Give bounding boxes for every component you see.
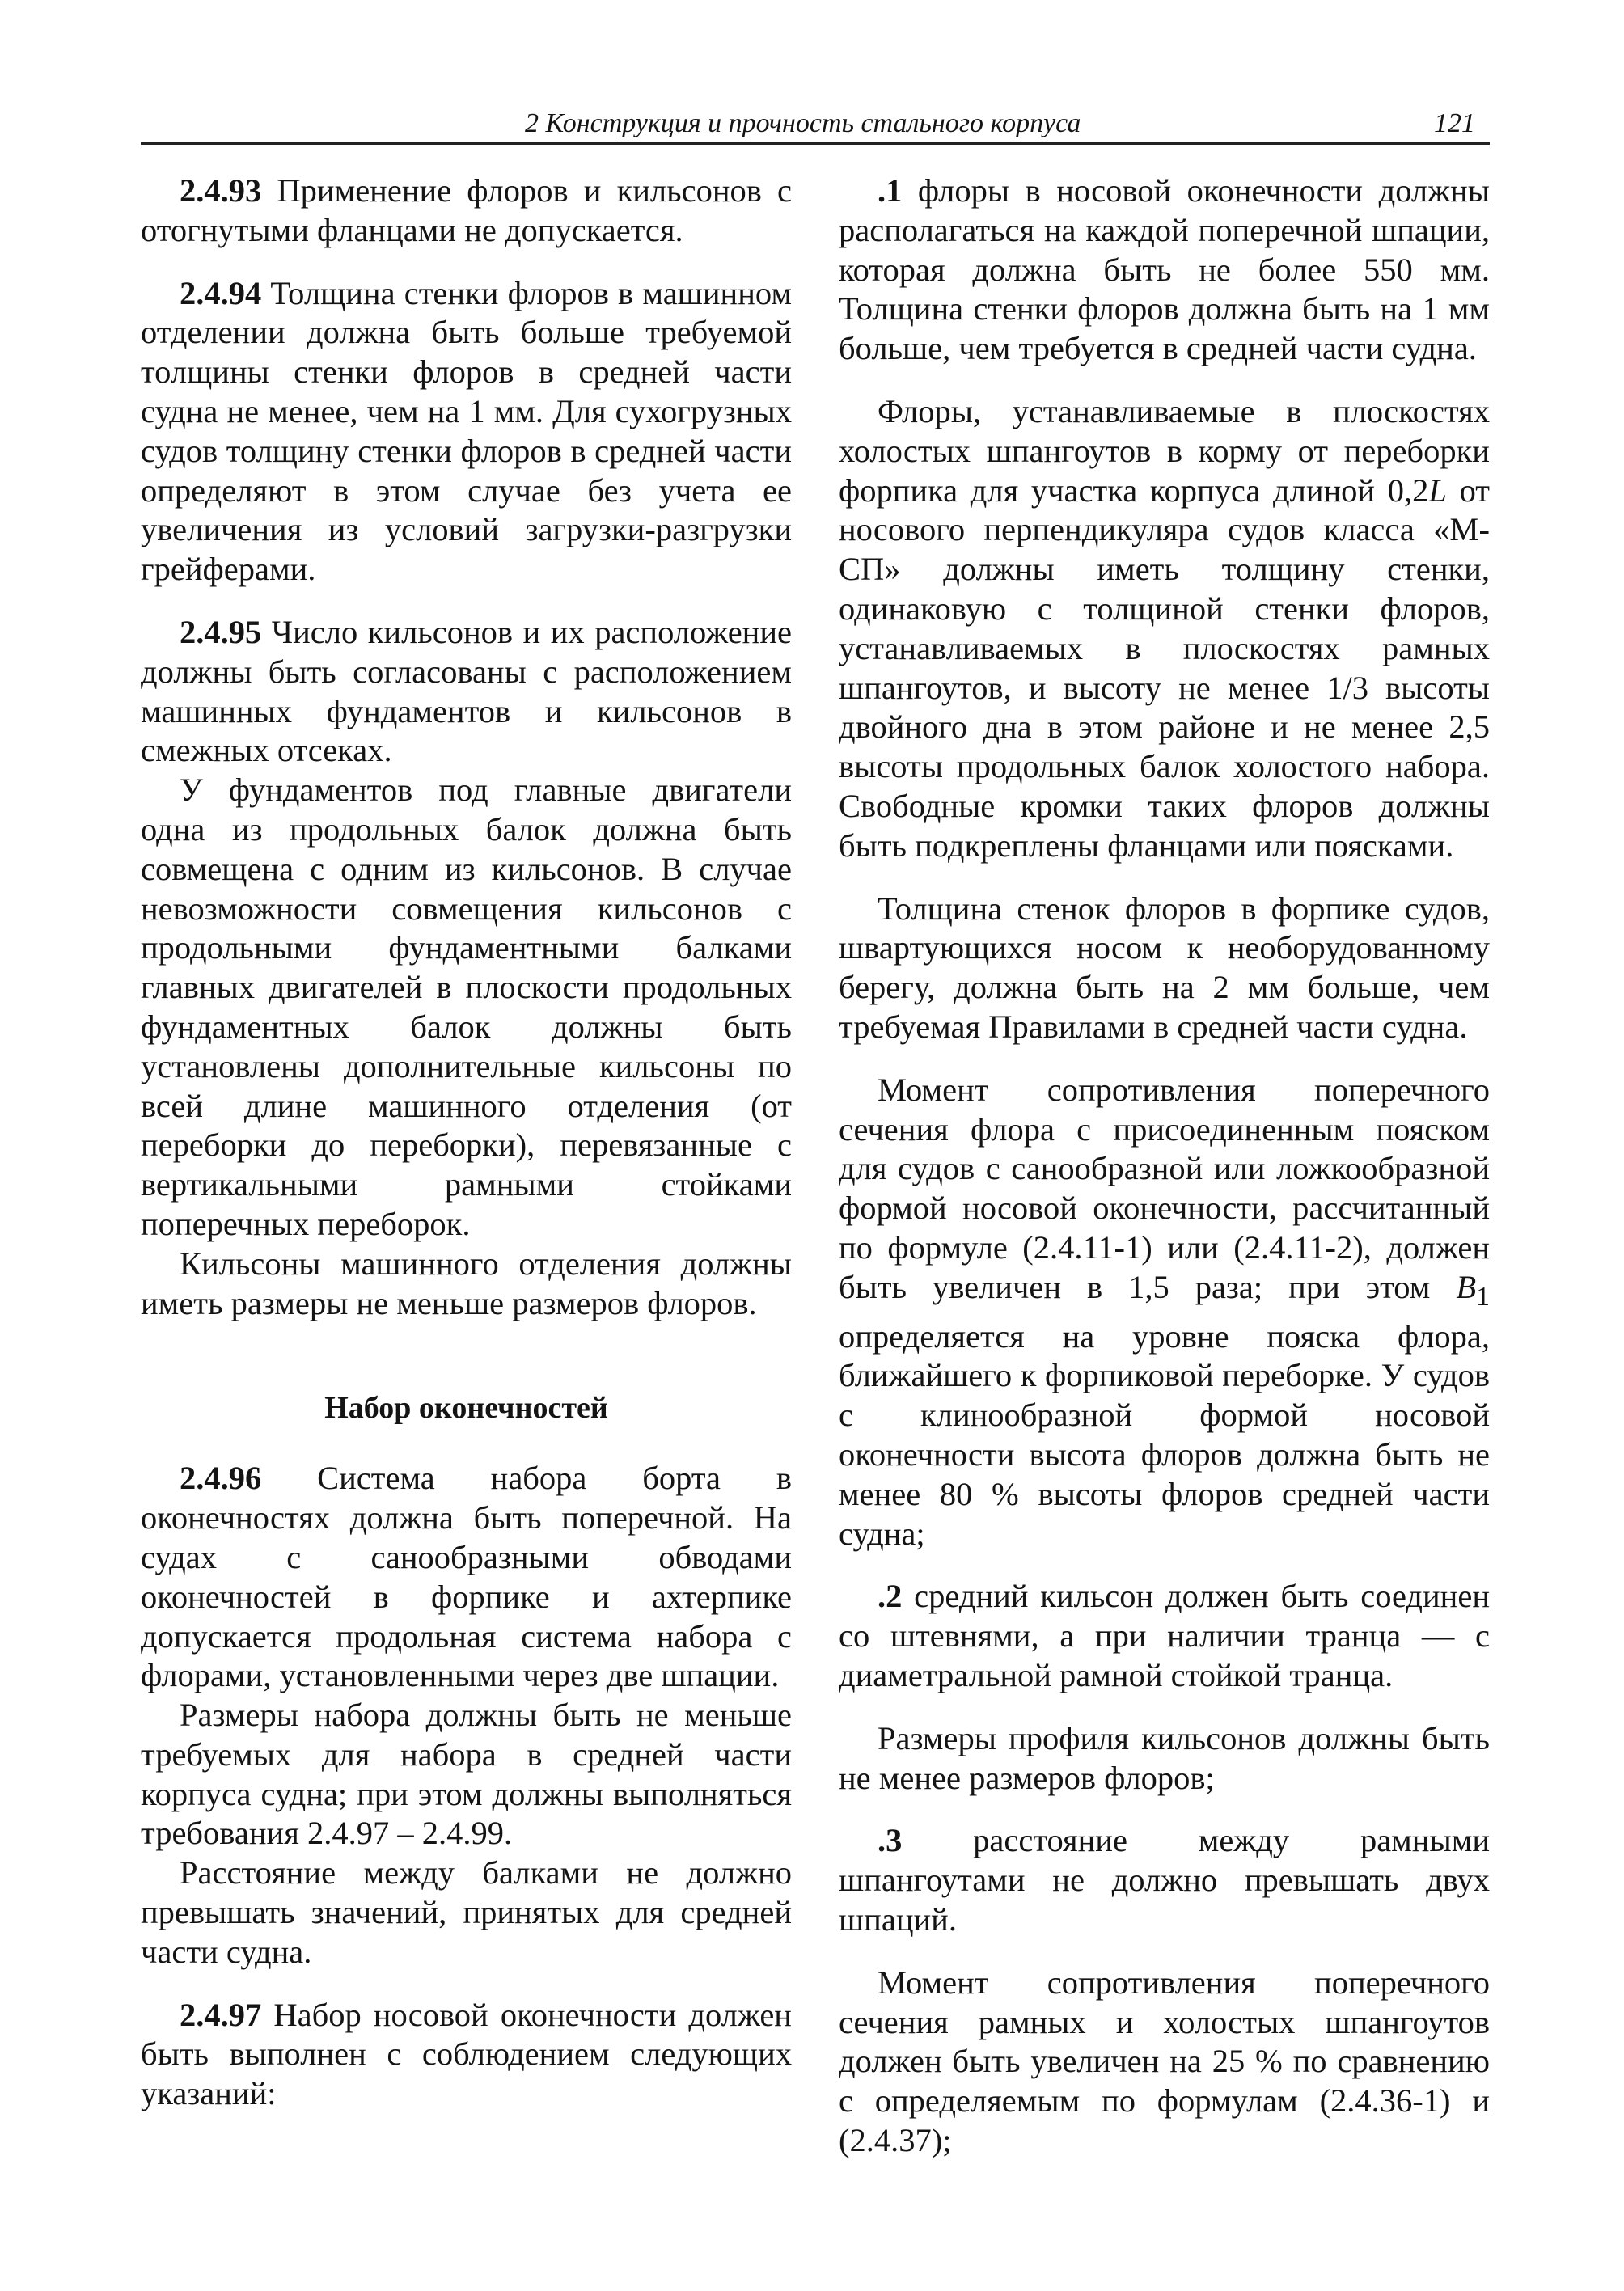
paragraph-keelson-profile: Размеры профиля кильсонов должны быть не менее размеров флоров; [839,1719,1490,1796]
clause-number: 2.4.93 [180,172,262,209]
left-column [141,171,792,2114]
list-item-1 [839,171,1490,369]
clause-number: 2.4.97 [180,1996,262,2033]
paragraph-text: Момент сопротивления поперечного сечения флора с присоединенным пояском для судов с санообразной или ложкообразной формой носовой оконечности, рассчитанный по формуле (2.4.11-1) или (2.4.11-2), должен быть увеличен в 1,5 раза; при этом [839,1071,1490,1305]
list-item-3 [839,1821,1490,1939]
item-number: .2 [878,1578,903,1615]
paragraph-2-4-94 [141,274,792,590]
paragraph-floors-aft [839,392,1490,866]
clause-number: 2.4.94 [180,274,262,311]
paragraph-text: Число кильсонов и их расположение должны быть согласованы с расположением машинных фундаментов и кильсонов в смежных отсеках. [141,613,792,769]
paragraph-framing-sizes: Размеры набора должны быть не меньше требуемых для набора в средней части корпуса судна; при этом должны выполняться требования 2.4.97 – 2.4.99. [141,1697,792,1852]
paragraph-text: Применение флоров и кильсонов с отогнутыми фланцами не допускается. [141,172,792,248]
paragraph-text: флоры в носовой оконечности должны располагаться на каждой поперечной шпации, которая должна быть не более 550 мм. Толщина стенки флоров должна быть на 1 мм больше, чем требуется в средней части судна. [839,172,1490,367]
paragraph-text: Флоры, устанавливаемые в плоскостях холостых шпангоутов в корму от переборки форпика для участка корпуса длиной 0,2 [839,392,1490,509]
list-item-2 [839,1577,1490,1695]
paragraph-text: расстояние между рамными шпангоутами не должно превышать двух шпаций. [839,1822,1490,1938]
paragraph-forepeak-floors: Толщина стенок флоров в форпике судов, швартующихся носом к необорудованному берегу, должна быть на 2 мм больше, чем требуемая Правилами в средней части судна. [839,890,1490,1045]
symbol-subscript: 1 [1476,1281,1490,1312]
item-number: .1 [878,172,903,209]
running-header [141,97,1490,145]
paragraph-text: определяется на уровне пояска флора, ближайшего к форпиковой переборке. У судов с клинообразной формой носовой оконечности высота флоров должна быть не менее 80 % высоты флоров средней части судна; [839,1317,1490,1552]
paragraph-foundations: У фундаментов под главные двигатели одна из продольных балок должна быть совмещена с одним из кильсонов. В случае невозможности совмещения кильсонов с продольными фундаментными балками главных двигателей в плоскости продольных фундаментных балок должны быть установлены дополнительные кильсоны по всей длине машинного отделения (от переборки до переборки), перевязанные с вертикальными рамными стойками поперечных переборок. [141,771,792,1242]
paragraph-2-4-95 [141,613,792,771]
section-heading: Набор оконечностей [324,1391,608,1426]
paragraph-text: Толщина стенки флоров в машинном отделении должна быть больше требуемой толщины стенки флоров в средней части судна не менее, чем на 1 мм. Для сухогрузных судов толщину стенки флоров в средней части определяют в этом случае без учета ее увеличения из условий загрузки-разгрузки грейферами. [141,274,792,588]
paragraph-text: средний кильсон должен быть соединен со штевнями, а при наличии транца — с диаметральной рамной стойкой транца. [839,1578,1490,1693]
symbol-b: B [1456,1268,1477,1305]
paragraph-text: от носового перпендикуляра судов класса «М-СП» должны иметь толщину стенки, одинаковую с толщиной стенки флоров, устанавливаемых в плоскостях рамных шпангоутов, и высоту не менее 1/3 высоты двойного дна в этом районе и не менее 2,5 высоты продольных балок холостого набора. Свободные кромки таких флоров должны быть подкреплены фланцами или поясками. [839,471,1490,864]
running-title: 2 Конструкция и прочность стального корпуса [525,108,1081,138]
clause-number: 2.4.95 [180,613,262,650]
paragraph-frame-modulus: Момент сопротивления поперечного сечения рамных и холостых шпангоутов должен быть увеличен на 25 % по сравнению с определяемым по формулам (2.4.36-1) и (2.4.37); [839,1963,1490,2158]
symbol-l: L [1428,471,1447,509]
paragraph-text: Набор носовой оконечности должен быть выполнен с соблюдением следующих указаний: [141,1996,792,2112]
item-number: .3 [878,1822,903,1859]
right-column [839,171,1490,2161]
paragraph-engine-room-keelsons: Кильсоны машинного отделения должны иметь размеры не меньше размеров флоров. [141,1245,792,1321]
paragraph-2-4-96 [141,1459,792,1696]
paragraph-2-4-97 [141,1996,792,2114]
paragraph-beam-spacing: Расстояние между балками не должно превышать значений, принятых для средней части судна. [141,1854,792,1970]
paragraph-2-4-93 [141,171,792,251]
paragraph-section-modulus [839,1071,1490,1554]
paragraph-text: Система набора борта в оконечностях должна быть поперечной. На судах с санообразными обводами оконечностей в форпике и ахтерпике допускается продольная система набора с флорами, установленными через две шпации. [141,1460,792,1694]
clause-number: 2.4.96 [180,1460,262,1497]
page-number: 121 [1434,108,1475,138]
